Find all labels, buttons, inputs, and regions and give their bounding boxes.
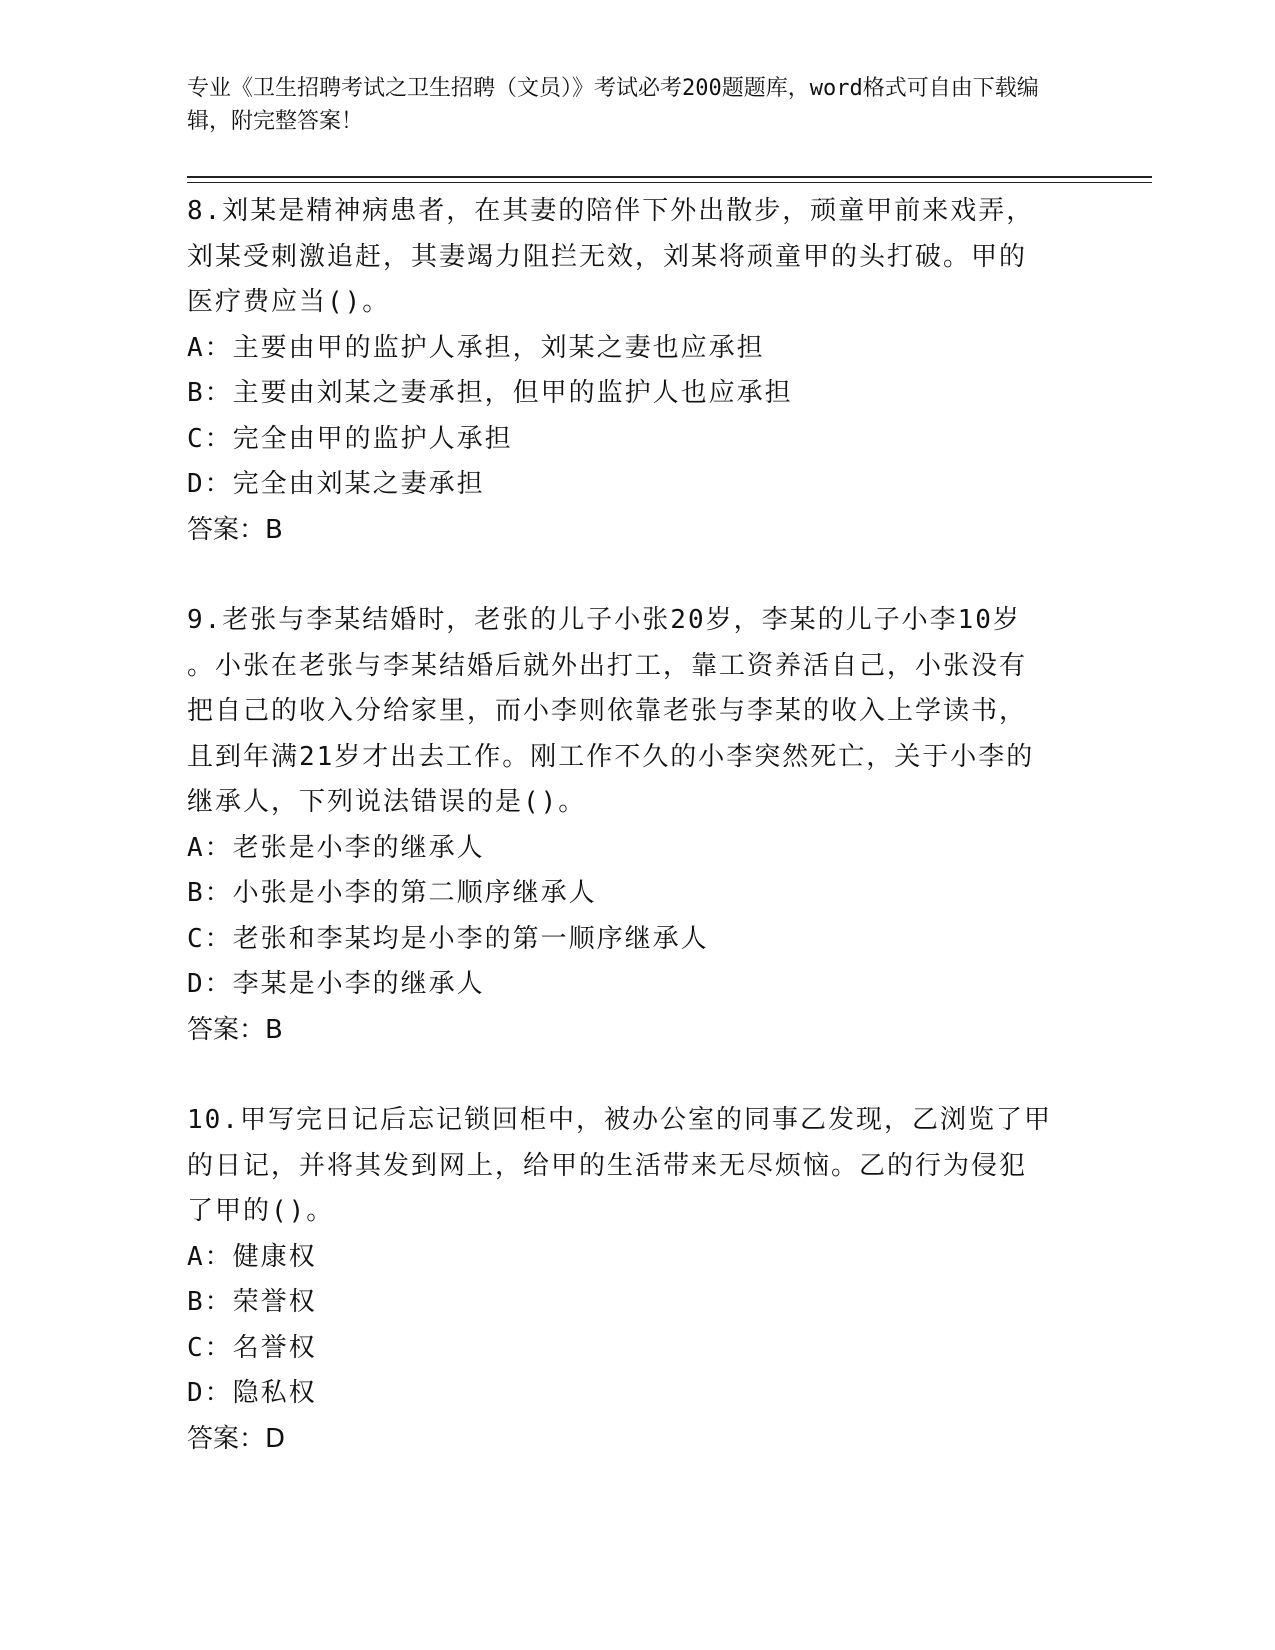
answer-line: 答案：B [187, 514, 283, 545]
option-a: A：老张是小李的继承人 [187, 832, 485, 863]
question-stem-line: 医疗费应当()。 [187, 287, 391, 317]
option-d: D：隐私权 [187, 1378, 317, 1408]
option-b: B：小张是小李的第二顺序继承人 [187, 878, 597, 908]
question-stem-line: 刘某受刺激追赶，其妻竭力阻拦无效，刘某将顽童甲的头打破。甲的 [187, 241, 1028, 272]
question-9 [187, 598, 1087, 1053]
option-c: C：完全由甲的监护人承担 [187, 423, 513, 454]
answer-line: 答案：B [187, 1014, 283, 1045]
header-divider-thick [187, 176, 1152, 178]
question-stem-line: 。小张在老张与李某结婚后就外出打工，靠工资养活自己，小张没有 [187, 650, 1028, 681]
option-d: D：李某是小李的继承人 [187, 969, 485, 999]
option-list [187, 1235, 1087, 1417]
option-b: B：主要由刘某之妻承担，但甲的监护人也应承担 [187, 378, 793, 408]
question-stem-line: 8.刘某是精神病患者，在其妻的陪伴下外出散步，顽童甲前来戏弄， [187, 196, 1035, 226]
question-stem-line: 继承人，下列说法错误的是()。 [187, 787, 587, 817]
question-10 [187, 1098, 1087, 1462]
option-a: A：健康权 [187, 1241, 317, 1272]
option-c: C：老张和李某均是小李的第一顺序继承人 [187, 923, 709, 954]
question-stem-line: 了甲的()。 [187, 1196, 335, 1226]
header-divider-thin [187, 182, 1152, 183]
question-stem-line: 10.甲写完日记后忘记锁回柜中，被办公室的同事乙发现，乙浏览了甲 [187, 1105, 1052, 1135]
option-c: C：名誉权 [187, 1332, 317, 1363]
question-stem-line: 且到年满21岁才出去工作。刚工作不久的小李突然死亡，关于小李的 [187, 741, 1035, 772]
option-a: A：主要由甲的监护人承担，刘某之妻也应承担 [187, 332, 765, 363]
answer-line: 答案：D [187, 1423, 286, 1454]
option-list [187, 826, 1087, 1008]
document-header: 专业《卫生招聘考试之卫生招聘（文员）》考试必考200题题库，word格式可自由下载编辑，附完整答案！ [187, 76, 1039, 134]
question-8 [187, 189, 1087, 553]
question-stem-line: 的日记，并将其发到网上，给甲的生活带来无尽烦恼。乙的行为侵犯 [187, 1150, 1028, 1181]
option-d: D：完全由刘某之妻承担 [187, 469, 485, 499]
question-stem-line: 9.老张与李某结婚时，老张的儿子小张20岁，李某的儿子小李10岁 [187, 605, 1021, 635]
option-list [187, 326, 1087, 508]
option-b: B：荣誉权 [187, 1287, 317, 1317]
question-stem-line: 把自己的收入分给家里，而小李则依靠老张与李某的收入上学读书， [187, 696, 1028, 726]
